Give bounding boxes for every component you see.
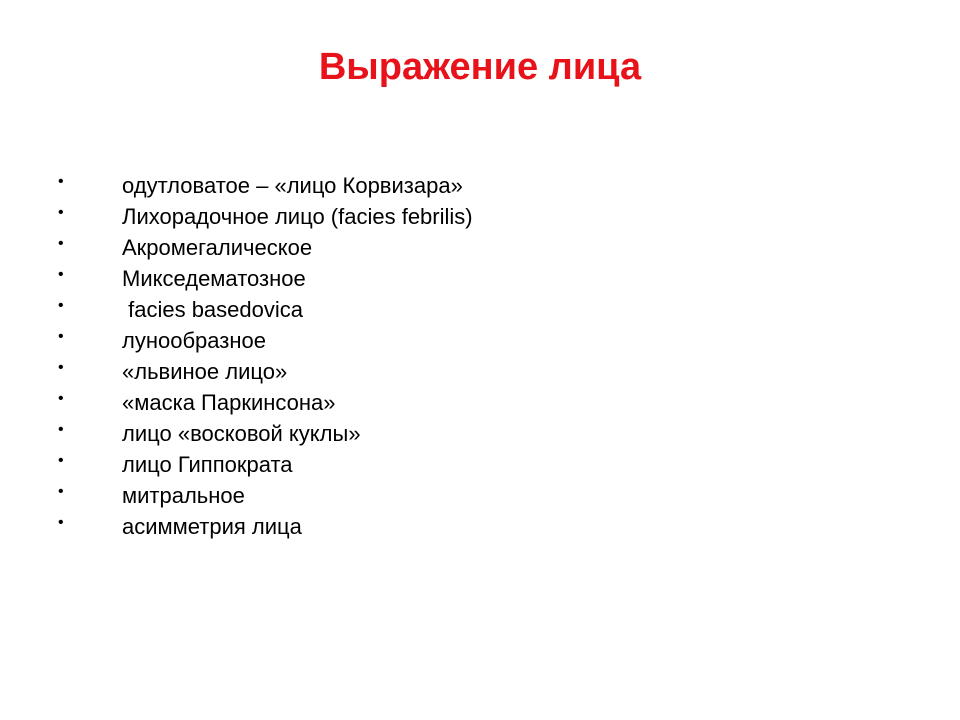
list-item: [58, 511, 302, 542]
list-item-text: Лихорадочное лицо (facies febrilis): [122, 204, 473, 229]
list-item-text: «львиное лицо»: [122, 359, 288, 384]
bullet-icon: •: [58, 514, 64, 531]
bullet-list: [58, 170, 473, 542]
list-item-text: лунообразное: [122, 328, 266, 353]
bullet-icon: •: [58, 452, 64, 469]
list-item-text: facies basedovica: [122, 297, 303, 322]
list-item-text: митральное: [122, 483, 245, 508]
list-item-text: асимметрия лица: [122, 514, 302, 539]
bullet-icon: •: [58, 204, 64, 221]
list-item-text: Акромегалическое: [122, 235, 313, 260]
bullet-icon: •: [58, 359, 64, 376]
bullet-icon: •: [58, 173, 64, 190]
list-item-text: одутловатое – «лицо Корвизара»: [122, 173, 463, 198]
bullet-icon: •: [58, 421, 64, 438]
bullet-icon: •: [58, 483, 64, 500]
bullet-icon: •: [58, 328, 64, 345]
slide-title: Выражение лица: [318, 46, 642, 88]
list-item-text: лицо «восковой куклы»: [122, 421, 361, 446]
bullet-icon: •: [58, 266, 64, 283]
bullet-icon: •: [58, 390, 64, 407]
list-item-text: лицо Гиппократа: [122, 452, 293, 477]
bullet-icon: •: [58, 235, 64, 252]
bullet-icon: •: [58, 297, 64, 314]
list-item-text: «маска Паркинсона»: [122, 390, 336, 415]
list-item-text: Микседематозное: [122, 266, 306, 291]
